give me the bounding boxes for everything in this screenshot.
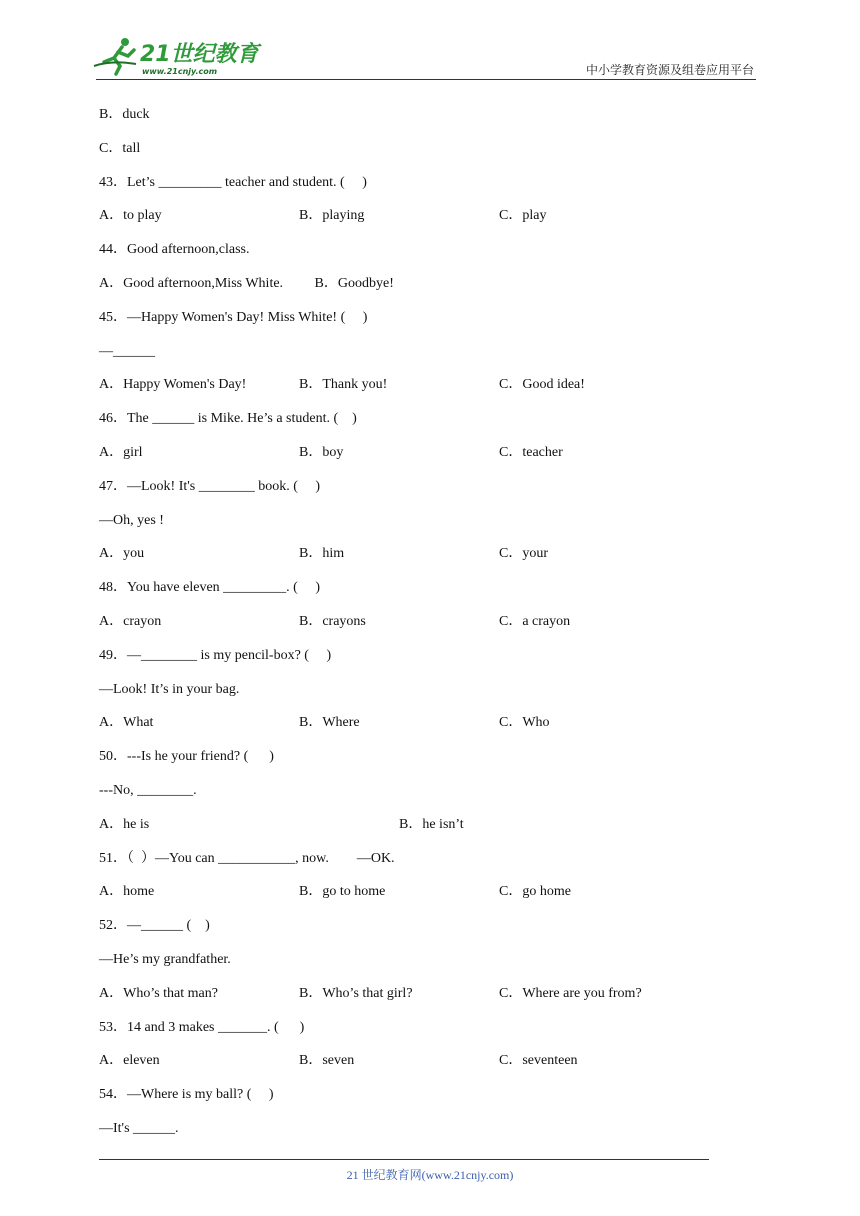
answer-option: A．girl (99, 444, 143, 460)
header-platform-text: 中小学教育资源及组卷应用平台 (585, 63, 754, 77)
answer-option: B．boy (299, 444, 344, 460)
option-row (99, 609, 739, 643)
question-text: —It's ______. (99, 1120, 179, 1136)
logo-url: www.21cnjy.com (142, 67, 218, 76)
option-row (99, 440, 739, 474)
answer-option: A．crayon (99, 613, 162, 629)
question-text: 47．—Look! It's ________ book. ( ) (99, 478, 321, 494)
answer-option: B．Who’s that girl? (299, 985, 413, 1001)
question-text: 48．You have eleven _________. ( ) (99, 580, 320, 596)
answer-option: B．go to home (299, 884, 386, 900)
logo-text: 21世纪教育 (140, 42, 259, 67)
answer-option: A．What (99, 715, 154, 731)
option-row (99, 981, 739, 1015)
question-list (99, 102, 739, 1150)
question-text: 53．14 and 3 makes _______. ( ) (99, 1019, 305, 1035)
answer-option: C．go home (499, 884, 571, 900)
answer-option: C．seventeen (499, 1053, 578, 1069)
question-text: ---No, ________. (99, 782, 197, 798)
answer-option: A．eleven (99, 1053, 160, 1069)
question-text: C．tall (99, 140, 141, 156)
header-divider (96, 79, 756, 80)
option-row (99, 1048, 739, 1082)
question-text: 49．—________ is my pencil-box? ( ) (99, 647, 332, 663)
question-text: 51．（ ）—You can ___________, now. —OK. (99, 850, 395, 866)
question-text: A．Good afternoon,Miss White. B．Goodbye! (99, 275, 394, 291)
option-row (99, 541, 739, 575)
question-text: 50．---Is he your friend? ( ) (99, 749, 274, 765)
option-row (99, 879, 739, 913)
answer-option: C．play (499, 208, 547, 224)
question-text: 43．Let’s _________ teacher and student. ( ) (99, 174, 367, 190)
answer-option: C．Where are you from? (499, 985, 642, 1001)
question-text: 45．—Happy Women's Day! Miss White! ( ) (99, 309, 368, 325)
answer-option: A．home (99, 884, 155, 900)
answer-option: A．he is (99, 816, 150, 832)
option-row (99, 372, 739, 406)
answer-option: B．playing (299, 208, 365, 224)
footer-divider (99, 1159, 709, 1160)
answer-option: C．a crayon (499, 613, 571, 629)
question-text: 44．Good afternoon,class. (99, 242, 250, 258)
question-text: —______ (99, 343, 155, 359)
footer-text: 21 世纪教育网(www.21cnjy.com) (346, 1168, 514, 1182)
answer-option: C．Who (499, 715, 550, 731)
answer-option: B．crayons (299, 613, 366, 629)
question-text: B．duck (99, 107, 150, 122)
option-row (99, 710, 739, 744)
answer-option: B．Where (299, 715, 360, 731)
answer-option: B．he isn’t (399, 816, 464, 832)
answer-option: B．seven (299, 1053, 355, 1069)
answer-option: A．you (99, 546, 145, 562)
question-text: 52．—______ ( ) (99, 918, 210, 934)
answer-option: C．teacher (499, 444, 563, 460)
option-row (99, 812, 739, 846)
question-text: 46．The ______ is Mike. He’s a student. ( ) (99, 411, 357, 427)
question-text: 54．—Where is my ball? ( ) (99, 1087, 274, 1103)
option-row (99, 203, 739, 237)
question-text: —Oh, yes ! (99, 512, 164, 528)
answer-option: A．Who’s that man? (99, 985, 218, 1001)
site-logo (92, 36, 262, 78)
answer-option: B．him (299, 546, 345, 562)
answer-option: A．Happy Women's Day! (99, 377, 247, 393)
answer-option: B．Thank you! (299, 377, 388, 393)
answer-option: A．to play (99, 208, 162, 224)
answer-option: C．Good idea! (499, 377, 585, 393)
question-text: —Look! It’s in your bag. (99, 681, 240, 697)
question-text: —He’s my grandfather. (99, 951, 231, 967)
logo-graphic (92, 36, 262, 78)
answer-option: C．your (499, 546, 548, 562)
